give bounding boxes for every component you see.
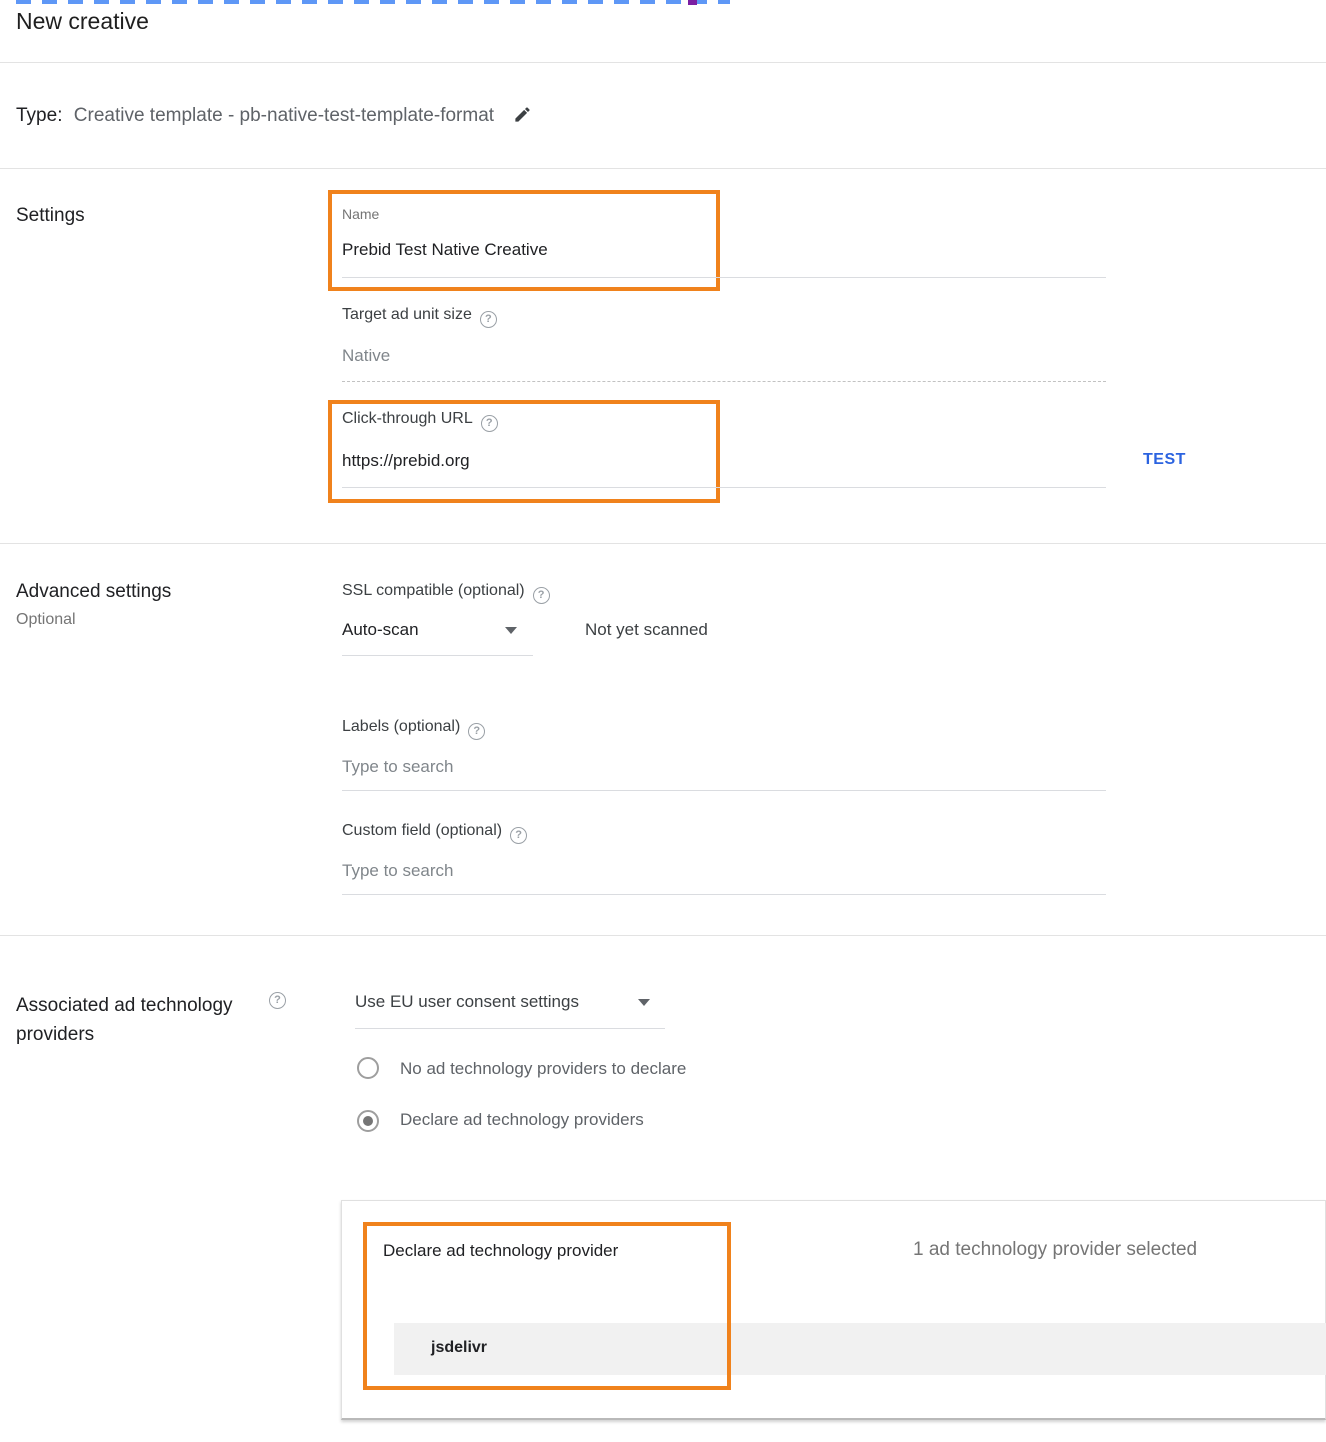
settings-section-heading: Settings	[16, 205, 85, 226]
click-url-field-label: Click-through URL ?	[342, 410, 498, 432]
ssl-dropdown-underline	[342, 655, 533, 656]
ssl-field-label: SSL compatible (optional) ?	[342, 582, 550, 604]
advanced-section-subheading: Optional	[16, 611, 76, 628]
provider-selected-summary: 1 ad technology provider selected	[913, 1239, 1198, 1260]
divider	[0, 62, 1326, 63]
target-size-value: Native	[342, 346, 391, 365]
advanced-section-heading: Advanced settings	[16, 581, 172, 602]
labels-input-underline	[342, 790, 1106, 791]
name-input[interactable]: Prebid Test Native Creative	[342, 240, 548, 259]
radio-declare-providers[interactable]	[357, 1110, 379, 1132]
name-input-underline	[342, 277, 1106, 278]
provider-card-title: Declare ad technology provider	[383, 1241, 619, 1260]
eu-consent-underline	[355, 1028, 665, 1029]
eu-consent-dropdown[interactable]: Use EU user consent settings	[355, 992, 579, 1011]
provider-name: jsdelivr	[431, 1339, 488, 1356]
divider	[0, 543, 1326, 544]
click-url-underline	[342, 487, 1106, 488]
type-value: Creative template - pb-native-test-template-format	[73, 105, 495, 126]
chevron-down-icon[interactable]	[505, 627, 517, 634]
help-icon[interactable]: ?	[533, 587, 550, 604]
page-title: New creative	[16, 8, 149, 34]
labels-field-label: Labels (optional) ?	[342, 718, 485, 740]
divider	[0, 168, 1326, 169]
radio-no-providers[interactable]	[357, 1057, 379, 1079]
custom-field-search-input[interactable]: Type to search	[342, 861, 454, 880]
test-link[interactable]: TEST	[1143, 451, 1186, 468]
provider-card	[341, 1200, 1326, 1420]
target-size-underline	[342, 381, 1106, 382]
breadcrumb-visited-link[interactable]	[688, 0, 697, 5]
associated-section-heading: Associated ad technology providers	[16, 995, 233, 1045]
radio-no-providers-label[interactable]: No ad technology providers to declare	[400, 1059, 687, 1078]
help-icon[interactable]: ?	[468, 723, 485, 740]
labels-search-input[interactable]: Type to search	[342, 757, 454, 776]
help-icon[interactable]: ?	[269, 992, 286, 1009]
custom-field-label: Custom field (optional) ?	[342, 822, 527, 844]
radio-selected-dot	[363, 1116, 373, 1126]
chevron-down-icon[interactable]	[638, 999, 650, 1006]
type-label: Type:	[16, 105, 63, 126]
ssl-dropdown[interactable]: Auto-scan	[342, 620, 419, 639]
target-size-field-label: Target ad unit size ?	[342, 306, 497, 328]
radio-declare-providers-label[interactable]: Declare ad technology providers	[400, 1110, 644, 1129]
edit-icon[interactable]	[513, 108, 532, 129]
name-field-label: Name	[342, 206, 380, 222]
provider-row[interactable]	[394, 1323, 1326, 1375]
click-url-input[interactable]: https://prebid.org	[342, 451, 470, 470]
help-icon[interactable]: ?	[481, 415, 498, 432]
help-icon[interactable]: ?	[480, 311, 497, 328]
divider	[0, 935, 1326, 936]
ssl-scan-status: Not yet scanned	[585, 620, 708, 639]
type-row	[16, 105, 532, 130]
custom-field-underline	[342, 894, 1106, 895]
breadcrumb[interactable]	[16, 0, 730, 4]
help-icon[interactable]: ?	[510, 827, 527, 844]
